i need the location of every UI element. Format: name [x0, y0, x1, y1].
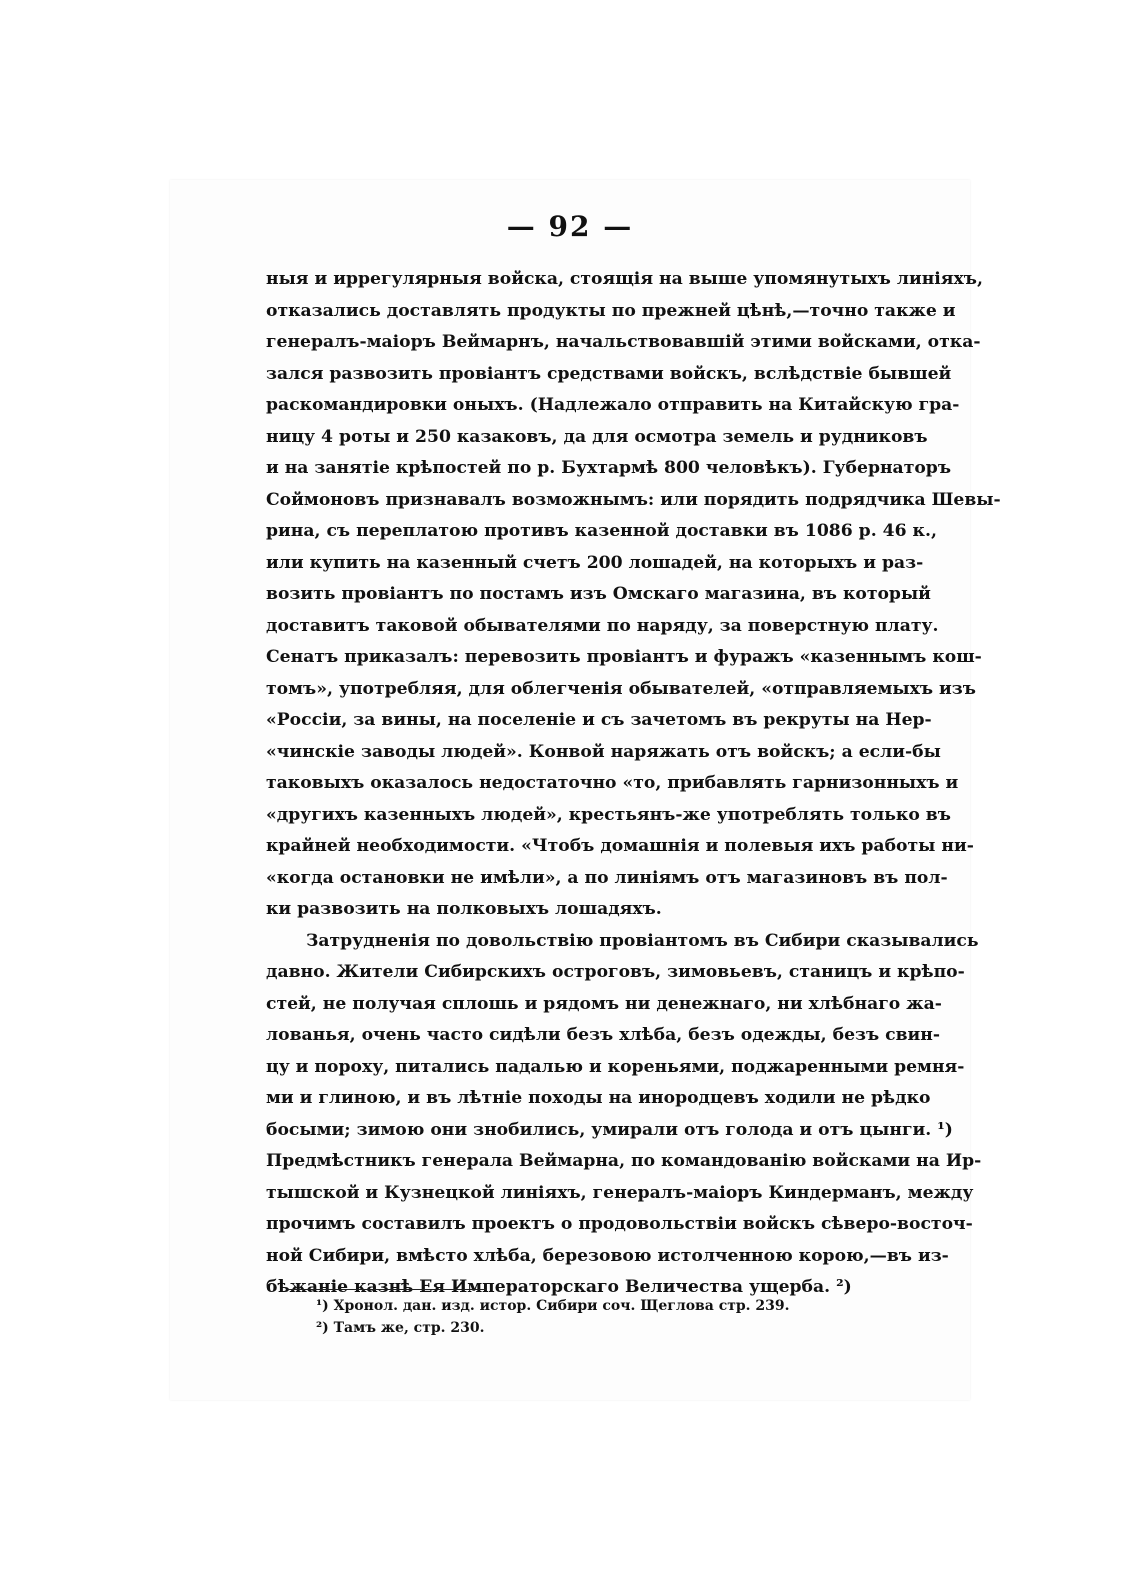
footnote: ¹) Хронол. дан. изд. истор. Сибири соч. Щеглова стр. 239.	[316, 1298, 790, 1314]
text-line-paragraph-end: ки развозить на полковыхъ лошадяхъ.	[266, 899, 662, 919]
text-line: «другихъ казенныхъ людей», крестьянъ-же употреблять только въ	[266, 804, 951, 825]
text-line: раскомандировки оныхъ. (Надлежало отправить на Китайскую гра-	[266, 395, 960, 415]
footnote-divider	[286, 1289, 486, 1290]
text-line: или купить на казенный счетъ 200 лошадей, на которыхъ и раз-	[266, 552, 924, 573]
text-line: отказались доставлять продукты по прежней цѣнѣ,—точно также и	[266, 300, 956, 321]
text-line: томъ», употребляя, для облегченія обывателей, «отправляемыхъ изъ	[266, 678, 976, 699]
text-line-paragraph-start: Затрудненія по довольствію провіантомъ въ Сибири сказывались	[306, 930, 979, 951]
text-line: ной Сибири, вмѣсто хлѣба, березовою истолченною корою,—въ из-	[266, 1245, 949, 1266]
footnote: ²) Тамъ же, стр. 230.	[316, 1320, 485, 1336]
text-line: и на занятіе крѣпостей по р. Бухтармѣ 800 человѣкъ). Губернаторъ	[266, 458, 952, 478]
text-line: босыми; зимою они знобились, умирали отъ голода и отъ цынги. ¹)	[266, 1119, 953, 1140]
text-line: прочимъ составилъ проектъ о продовольствіи войскъ сѣверо-восточ-	[266, 1214, 973, 1234]
text-line: Предмѣстникъ генерала Веймарна, по командованію войсками на Ир-	[266, 1151, 982, 1171]
text-line: таковыхъ оказалось недостаточно «то, прибавлять гарнизонныхъ и	[266, 773, 959, 793]
text-line: зался развозить провіантъ средствами войскъ, вслѣдствіе бывшей	[266, 363, 952, 384]
text-line: рина, съ переплатою противъ казенной доставки въ 1086 р. 46 к.,	[266, 521, 937, 541]
text-line: возить провіантъ по постамъ изъ Омскаго магазина, въ который	[266, 584, 931, 604]
text-line: «Россіи, за вины, на поселеніе и съ зачетомъ въ рекруты на Нер-	[266, 710, 932, 730]
text-line: цу и пороху, питались падалью и кореньями, поджаренными ремня-	[266, 1056, 965, 1077]
text-line: стей, не получая сплошь и рядомъ ни денежнаго, ни хлѣбнаго жа-	[266, 993, 942, 1014]
footnotes	[316, 1295, 856, 1339]
text-line: ницу 4 роты и 250 казаковъ, да для осмотра земель и рудниковъ	[266, 426, 928, 447]
page-number: — 92 —	[506, 210, 634, 243]
text-line: крайней необходимости. «Чтобъ домашнія и полевыя ихъ работы ни-	[266, 836, 974, 856]
text-line: Соймоновъ признавалъ возможнымъ: или порядить подрядчика Шевы-	[266, 489, 1001, 510]
text-line: давно. Жители Сибирскихъ остроговъ, зимовьевъ, станицъ и крѣпо-	[266, 962, 965, 982]
text-line: доставитъ таковой обывателями по наряду, за поверстную плату.	[266, 615, 939, 636]
text-line: ми и глиною, и въ лѣтніе походы на инородцевъ ходили не рѣдко	[266, 1088, 931, 1108]
text-line-paragraph-end: бѣжаніе казнѣ Ея Императорскаго Величества ущерба. ²)	[266, 1277, 852, 1297]
book-page	[170, 180, 1001, 1400]
text-line: Сенатъ приказалъ: перевозить провіантъ и фуражъ «казеннымъ кош-	[266, 647, 982, 667]
body-text	[266, 264, 1001, 1304]
text-line: тышской и Кузнецкой линіяхъ, генералъ-маіоръ Киндерманъ, между	[266, 1182, 974, 1203]
text-line: лованья, очень часто сидѣли безъ хлѣба, безъ одежды, безъ свин-	[266, 1025, 941, 1045]
text-line: генералъ-маіоръ Веймарнъ, начальствовавшій этими войсками, отка-	[266, 332, 981, 352]
text-line: ныя и иррегулярныя войска, стоящія на выше упомянутыхъ линіяхъ,	[266, 269, 983, 289]
text-line: «когда остановки не имѣли», а по линіямъ отъ магазиновъ въ пол-	[266, 867, 948, 888]
text-line: «чинскіе заводы людей». Конвой наряжать отъ войскъ; а если-бы	[266, 741, 941, 762]
